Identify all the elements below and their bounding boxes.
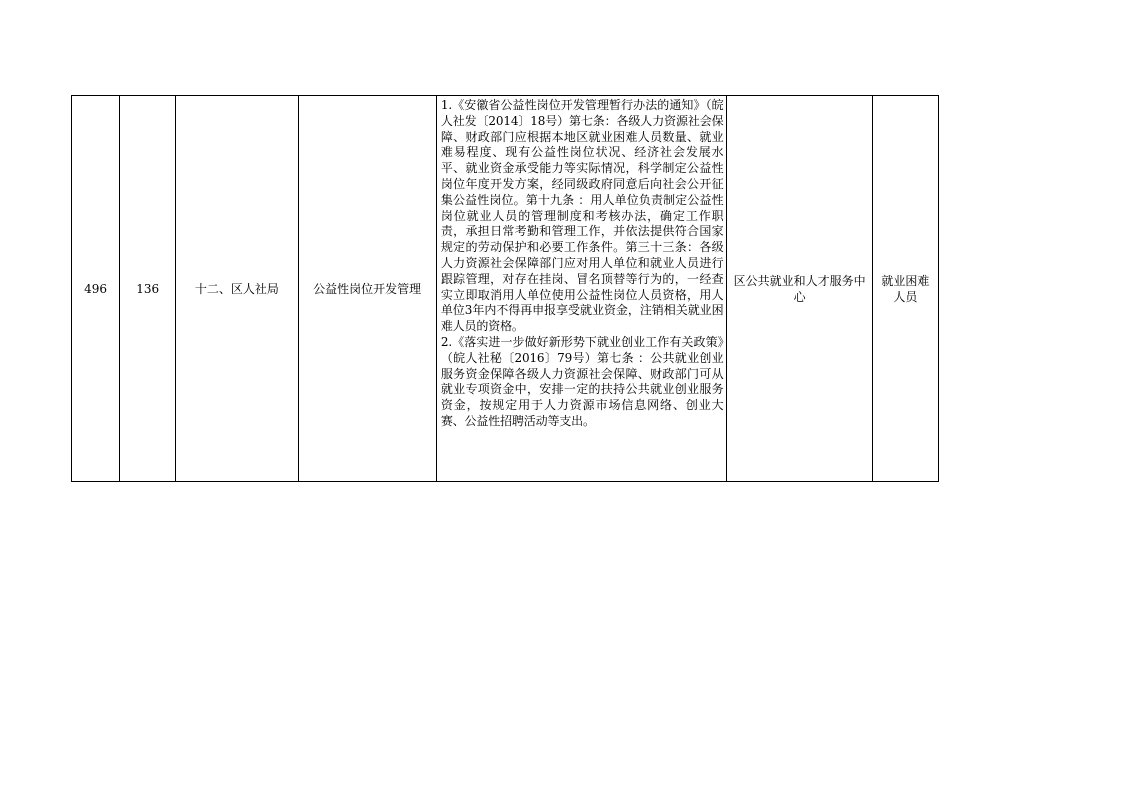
- seq-no-cell: [72, 96, 120, 482]
- sub-no: 136: [136, 281, 160, 296]
- target-group-cell: [872, 96, 938, 482]
- department-cell: [176, 96, 298, 482]
- service-agency-cell: [727, 96, 872, 482]
- department: 十二、区人社局: [194, 281, 279, 296]
- item-name: 公益性岗位开发管理: [313, 281, 422, 296]
- target-group: 就业困难人员: [881, 273, 930, 304]
- table-row: [72, 96, 939, 482]
- item-name-cell: [298, 96, 436, 482]
- seq-no: 496: [84, 281, 107, 296]
- service-item-table: [71, 95, 939, 482]
- basis-cell: [436, 96, 727, 482]
- service-agency: 区公共就业和人才服务中心: [733, 273, 866, 304]
- sub-no-cell: [120, 96, 176, 482]
- policy-basis-text: 1.《安徽省公益性岗位开发管理暂行办法的通知》（皖人社发〔2014〕18号）第七条：各级人力资源社会保障、财政部门应根据本地区就业困难人员数量、就业难易程度、现有公益性岗位状况、经济社会发展水平、就业资金承受能力等实际情况，科学制定公益性岗位年度开发方案，经同级政府同意后向社会公开征集公益性岗位。第十九条 ：用人单位负责制定公益性岗位就业人员的管理制度和考核办法，确定工作职责，承担日常考勤和管理工作，并依法提供符合国家规定的劳动保护和必要工作条件。第三十三条：各级人力资源社会保障部门应对用人单位和就业人员进行跟踪管理，对存在挂岗、冒名顶替等行为的，一经查实立即取消用人单位使用公益性岗位人员资格，用人单位3年内不得再申报享受就业资金，注销相关就业困难人员的资格。 2.《落实进一步做好新形势下就业创业工作有关政策》（皖人社秘〔2016〕79号）第七条 ：公共就业创业服务资金保障各级人力资源社会保障、财政部门可从就业专项资金中，安排一定的扶持公共就业创业服务资金，按规定用于人力资源市场信息网络、创业大赛、公益性招聘活动等支出。: [440, 98, 724, 428]
